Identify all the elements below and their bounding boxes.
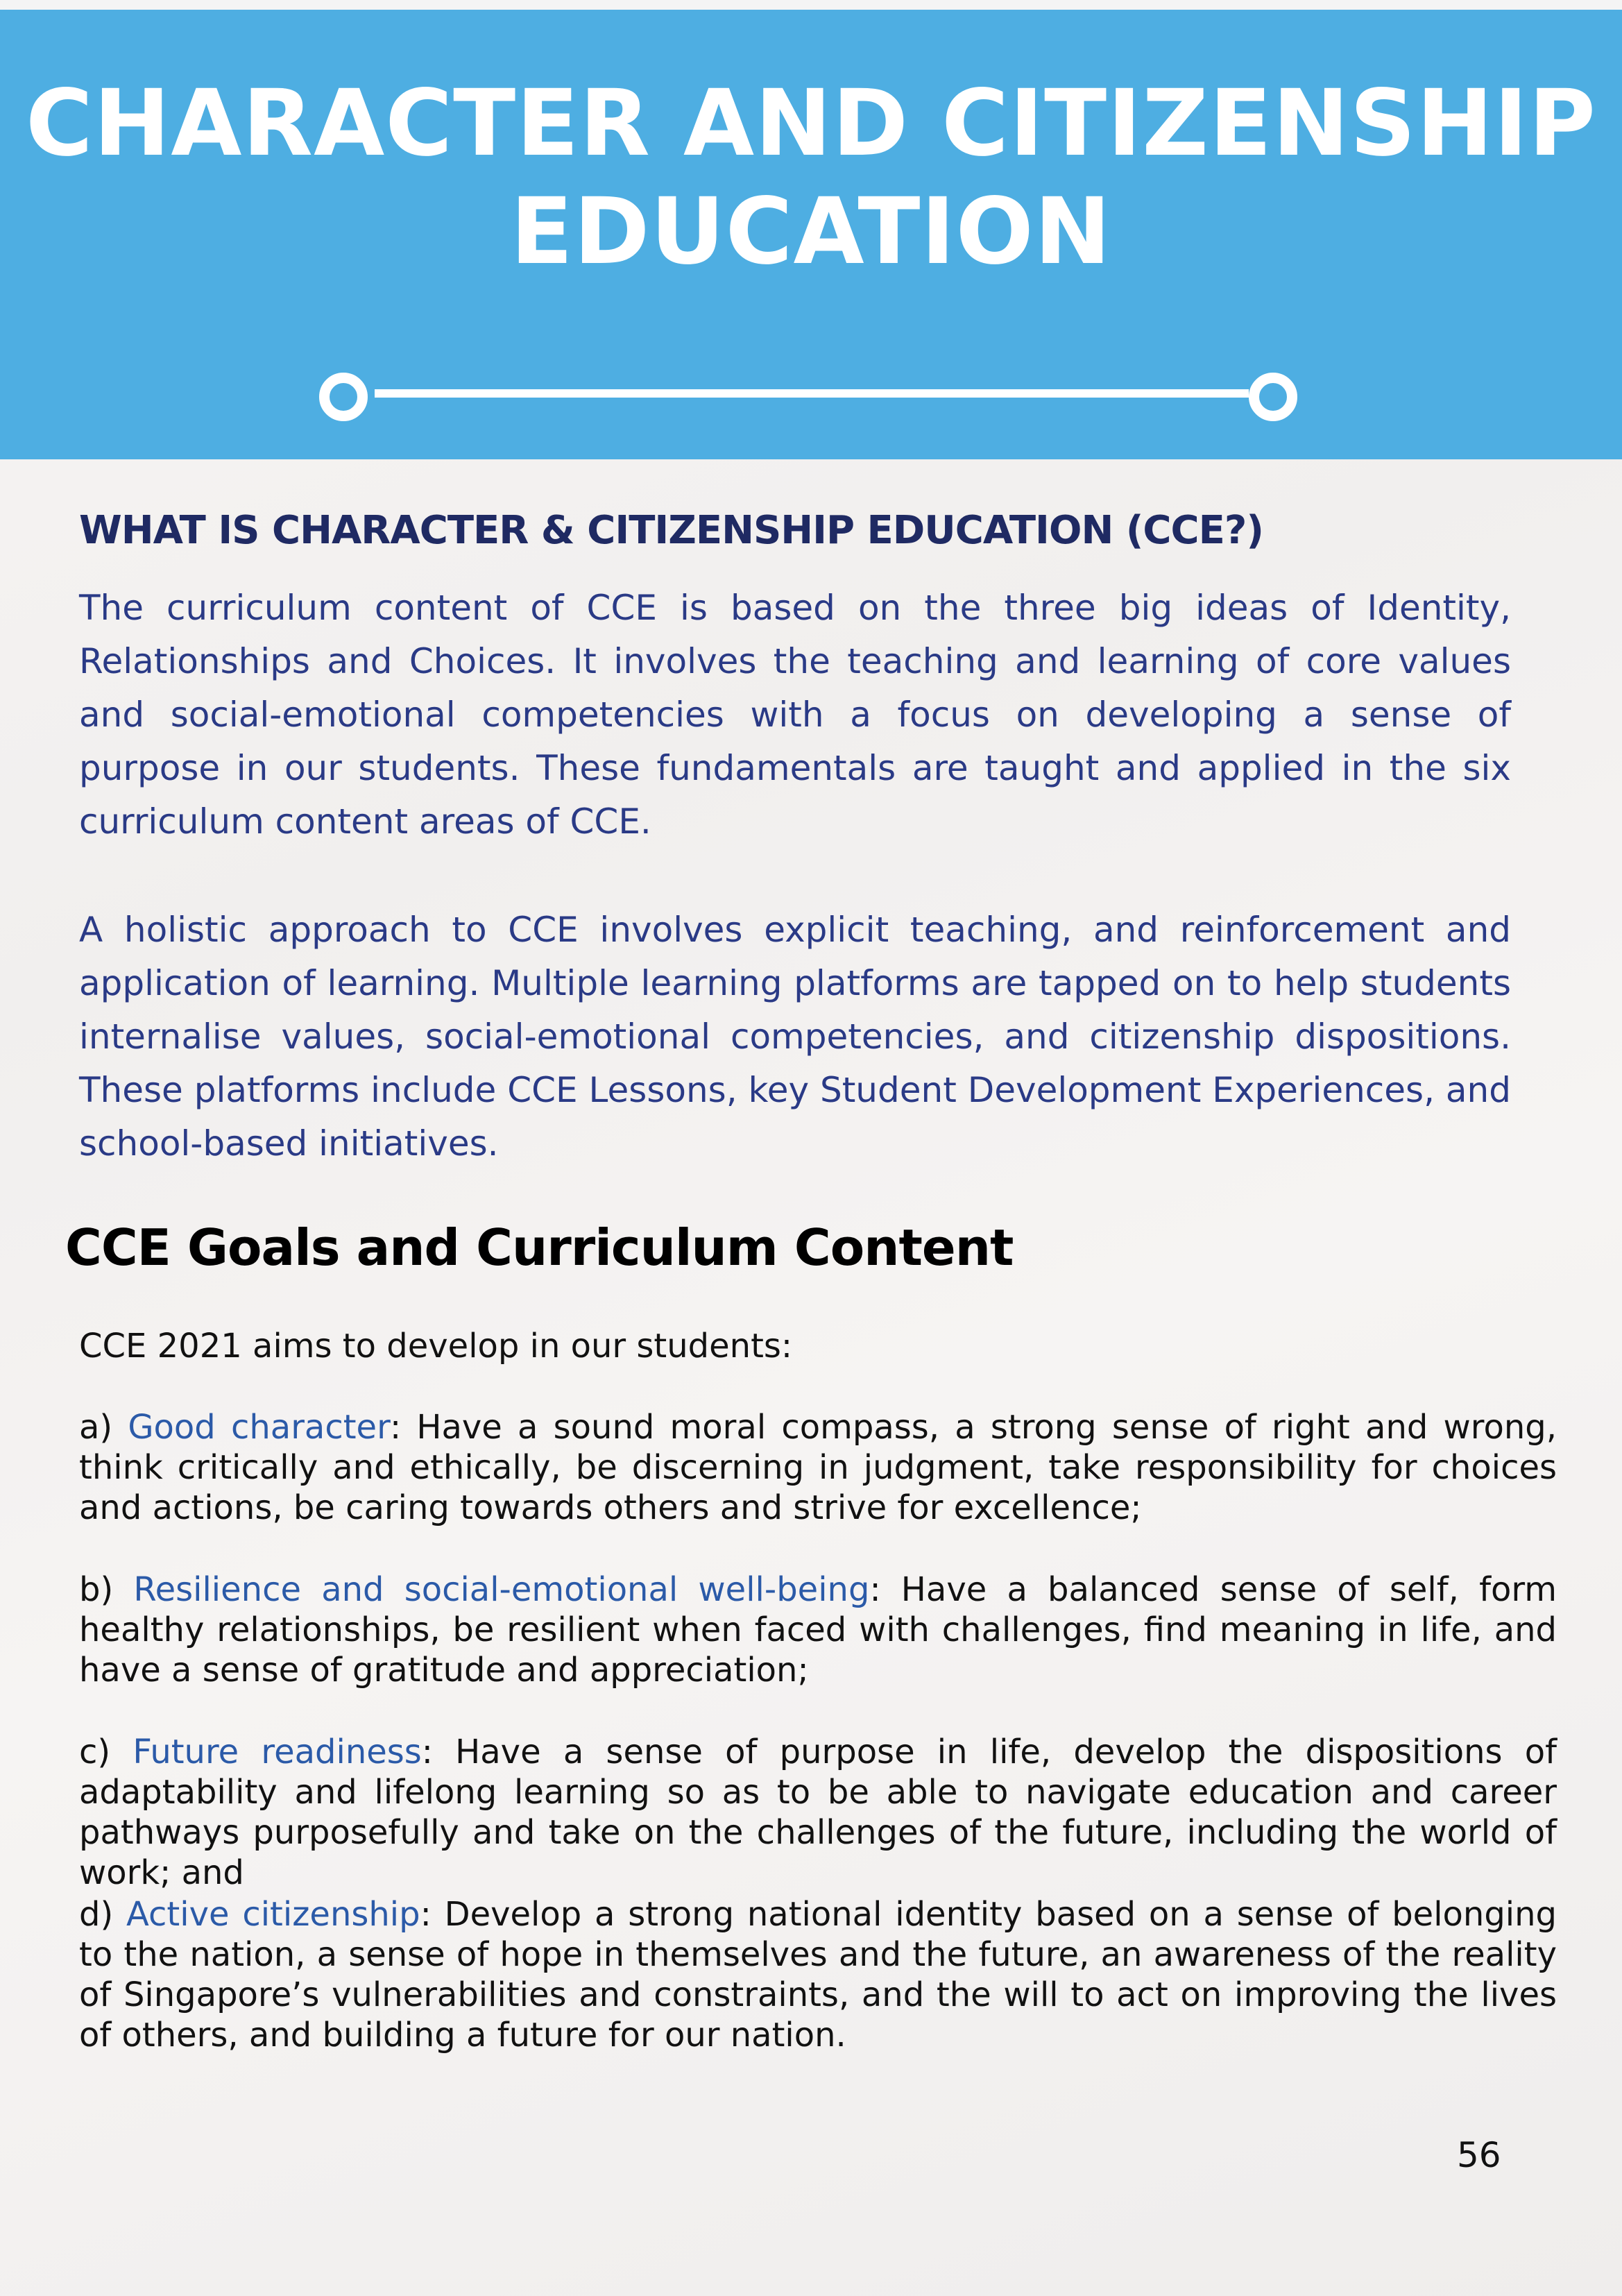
top-strip xyxy=(0,0,1622,10)
title-banner xyxy=(0,10,1622,459)
goals-intro: CCE 2021 aims to develop in our students: xyxy=(79,1327,793,1366)
page-title-line2: EDUCATION xyxy=(510,178,1112,285)
goal-text: : Have a balanced sense of self, form healthy relationships, be resilient when faced with challenges, find meaning in life, and have a sense of gratitude and appreciation; xyxy=(79,1570,1557,1690)
goals-heading: CCE Goals and Curriculum Content xyxy=(65,1218,1014,1277)
goal-text: : Develop a strong national identity based on a sense of belonging to the nation, a sense of hope in themselves and the future, an awareness of the reality of Singapore’s vulnerabilities and constraints, and the will to act on improving the lives of others, and building a future for our nation. xyxy=(79,1895,1557,2055)
goal-prefix: b) xyxy=(79,1570,134,1609)
goal-name: Future readiness xyxy=(133,1733,422,1771)
cce-description-paragraph-1: The curriculum content of CCE is based on the three big ideas of Identity, Relationships and Choices. It involves the teaching and learning of core values and social-emotional competencies with a focus on developing a sense of purpose in our students. These fundamentals are taught and applied in the six curriculum content areas of CCE. xyxy=(79,588,1511,842)
goal-name: Good character xyxy=(128,1408,390,1447)
goal-item-future-readiness xyxy=(79,1732,1557,1893)
goal-prefix: d) xyxy=(79,1895,127,1934)
goal-text: : Have a sense of purpose in life, develop the dispositions of adaptability and lifelong learning so as to be able to navigate education and career pathways purposefully and take on the challenges of the future, including the world of work; and xyxy=(79,1733,1557,1892)
page-number: 56 xyxy=(1457,2135,1501,2175)
section-heading-what-is-cce: WHAT IS CHARACTER & CITIZENSHIP EDUCATION (CCE?) xyxy=(79,508,1263,553)
page-title xyxy=(0,69,1622,286)
decorative-divider-line xyxy=(375,389,1249,398)
goal-prefix: a) xyxy=(79,1408,128,1447)
goal-prefix: c) xyxy=(79,1733,133,1771)
divider-circle-right-icon xyxy=(1249,373,1297,421)
goal-item-good-character xyxy=(79,1407,1557,1528)
page-title-line1: CHARACTER AND CITIZENSHIP xyxy=(25,70,1597,177)
goal-name: Resilience and social-emotional well-being xyxy=(133,1570,870,1609)
goal-item-resilience xyxy=(79,1570,1557,1690)
goal-name: Active citizenship xyxy=(126,1895,420,1934)
goal-item-active-citizenship xyxy=(79,1894,1557,2055)
divider-circle-left-icon xyxy=(319,373,368,421)
goal-text: : Have a sound moral compass, a strong sense of right and wrong, think critically and ethically, be discerning in judgment, take responsibility for choices and actions, be caring towards others and strive for excellence; xyxy=(79,1408,1557,1527)
cce-description-paragraph-2: A holistic approach to CCE involves explicit teaching, and reinforcement and application of learning. Multiple learning platforms are tapped on to help students internalise values, social-emotional competencies, and citizenship dispositions. These platforms include CCE Lessons, key Student Development Experiences, and school-based initiatives. xyxy=(79,910,1511,1164)
